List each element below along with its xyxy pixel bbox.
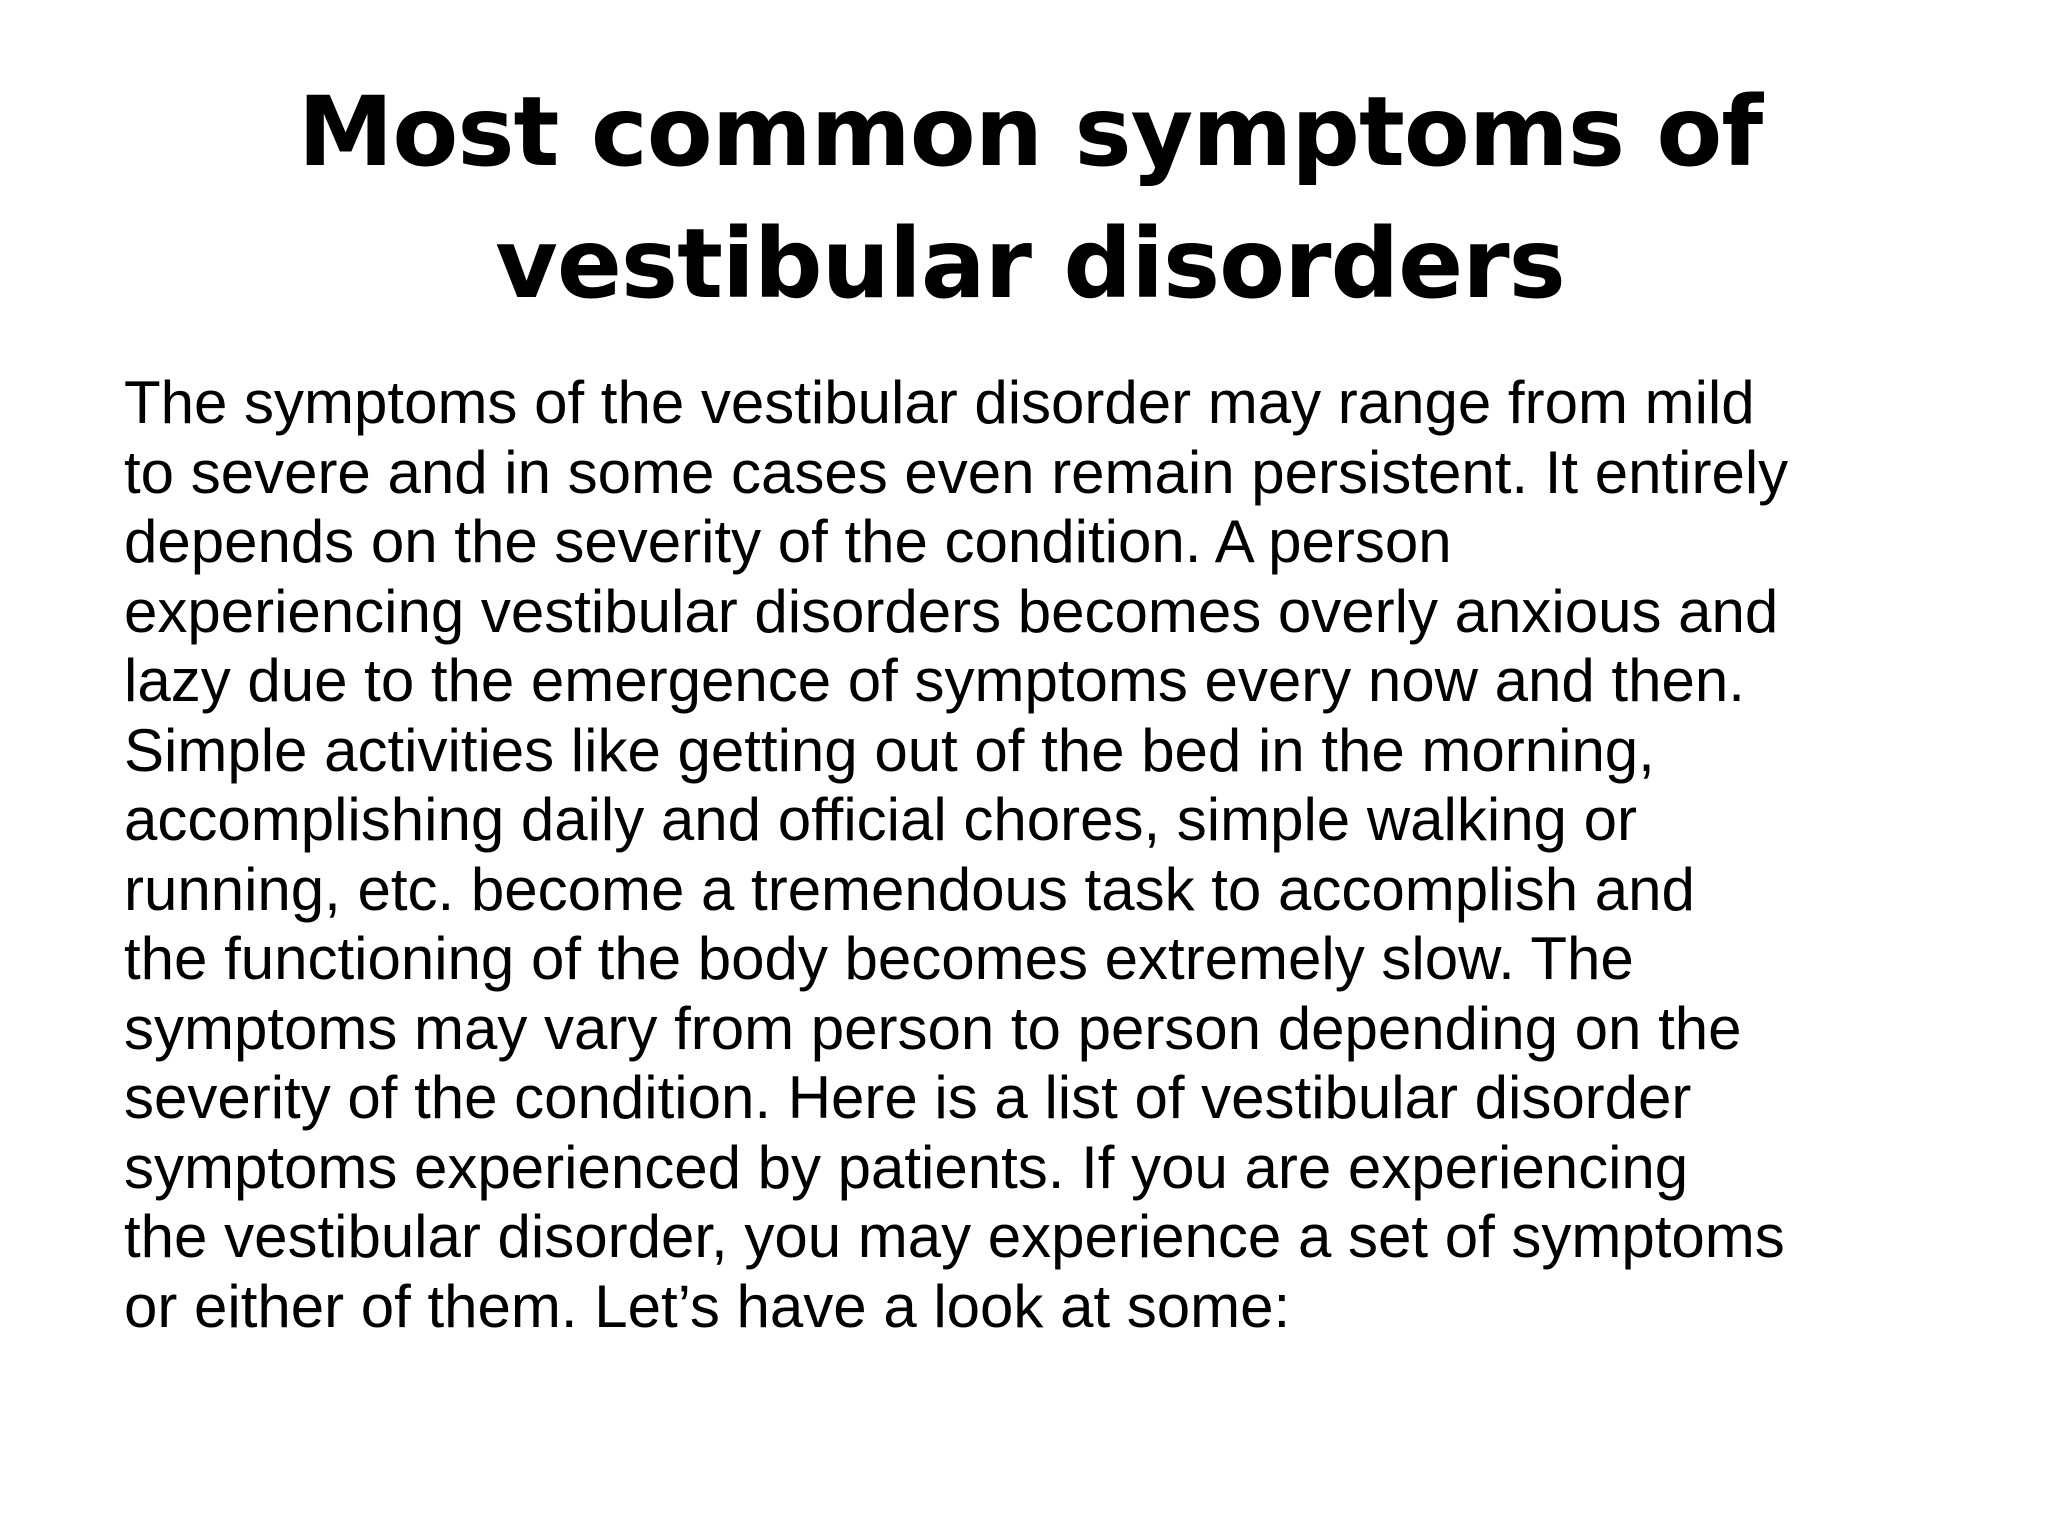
body-line: to severe and in some cases even remain persistent. It entirely <box>124 438 1789 506</box>
body-line: symptoms experienced by patients. If you are experiencing <box>124 1133 1689 1201</box>
slide-title-line: Most common symptoms of <box>297 76 1763 188</box>
body-line: severity of the condition. Here is a list of vestibular disorder <box>124 1064 1692 1131</box>
body-line: or either of them. Let’s have a look at some: <box>124 1272 1291 1340</box>
body-line: symptoms may vary from person to person depending on the <box>124 994 1742 1062</box>
slide-title <box>180 66 1880 330</box>
body-line: the functioning of the body becomes extremely slow. The <box>124 925 1634 992</box>
body-line: the vestibular disorder, you may experience a set of symptoms <box>124 1203 1785 1270</box>
body-line: Simple activities like getting out of the bed in the morning, <box>124 716 1655 784</box>
body-line: experiencing vestibular disorders becomes overly anxious and <box>124 577 1779 645</box>
slide-title-line: vestibular disorders <box>495 208 1565 320</box>
body-line: lazy due to the emergence of symptoms every now and then. <box>124 647 1745 714</box>
body-line: The symptoms of the vestibular disorder may range from mild <box>124 369 1755 436</box>
body-line: accomplishing daily and official chores, simple walking or <box>124 786 1637 853</box>
slide-body-text <box>124 368 2004 1341</box>
body-line: running, etc. become a tremendous task to accomplish and <box>124 855 1695 923</box>
body-line: depends on the severity of the condition. A person <box>124 508 1452 575</box>
